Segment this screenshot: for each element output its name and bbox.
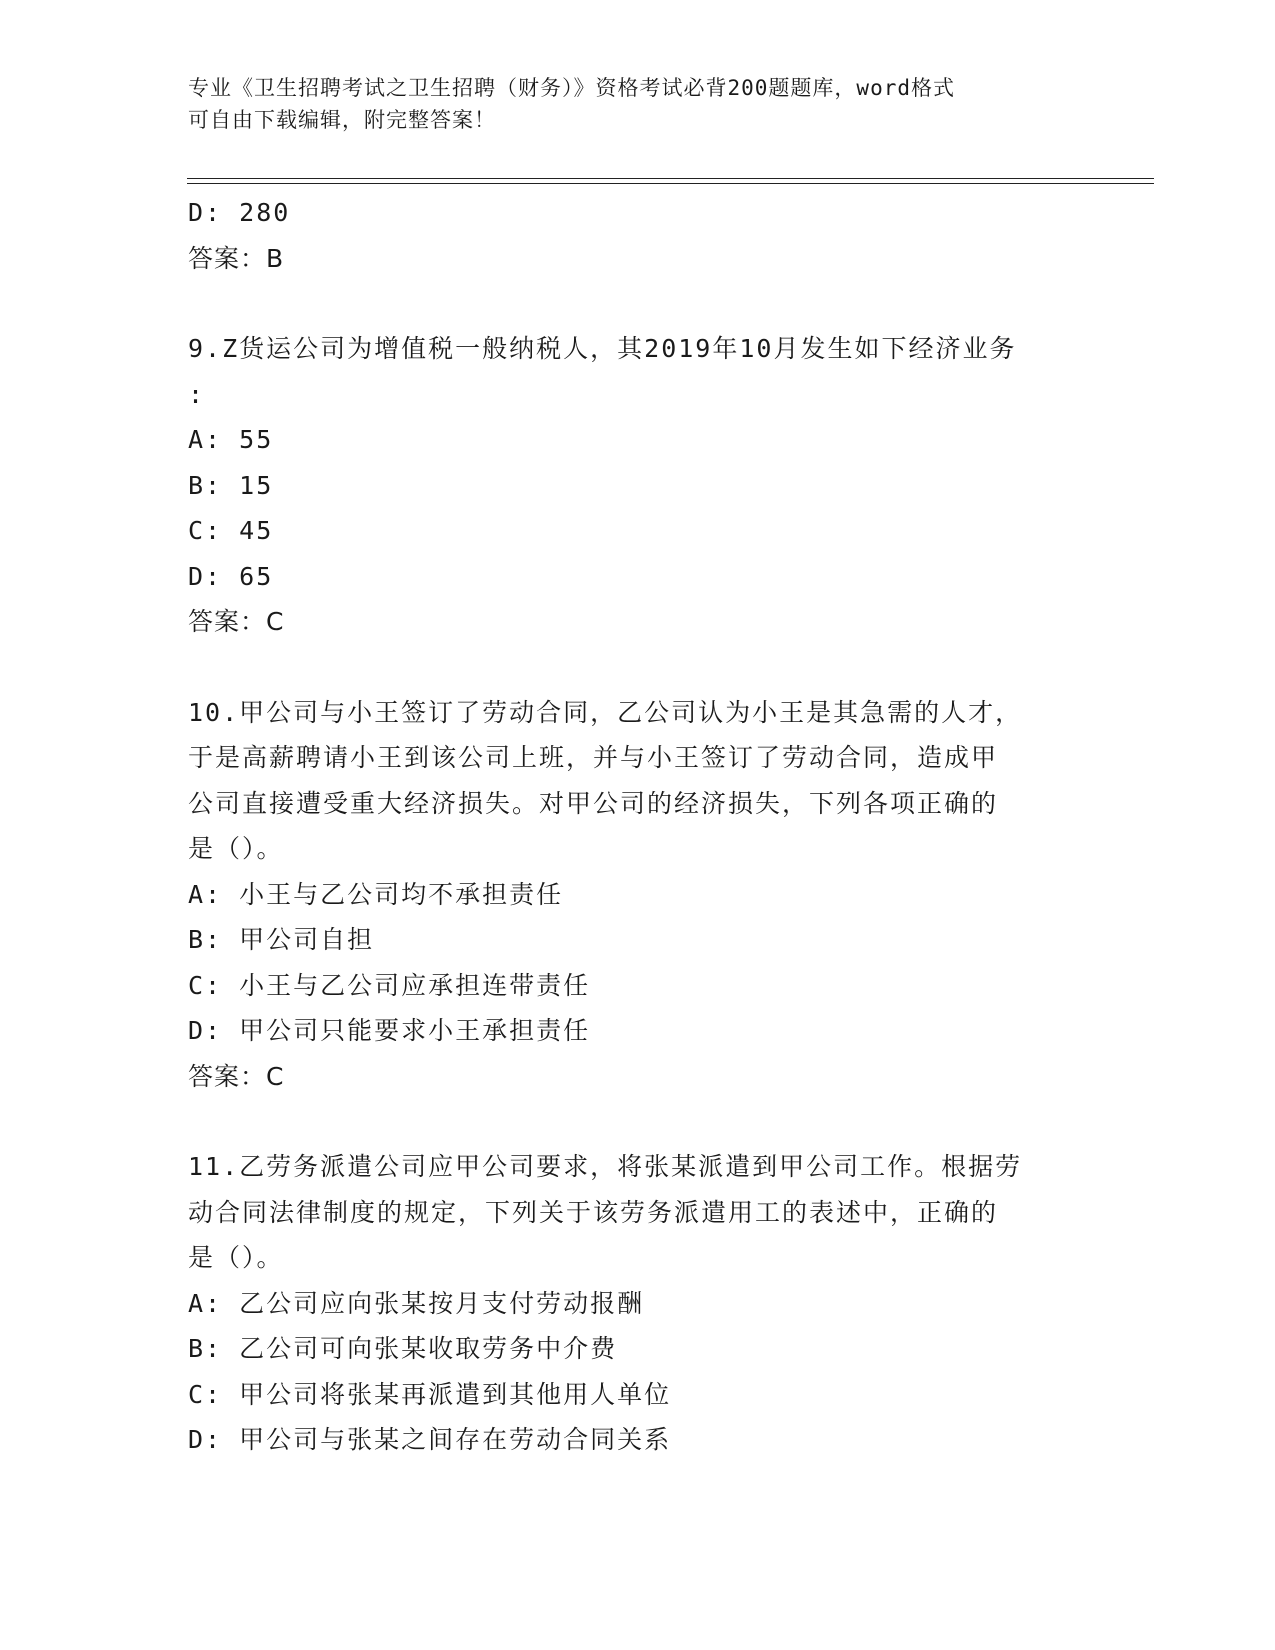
option-d: D: 65: [188, 561, 274, 591]
answer: 答案：C: [188, 1061, 285, 1091]
question-10: [188, 690, 1088, 1100]
question-text-line: 公司直接遭受重大经济损失。对甲公司的经济损失，下列各项正确的: [188, 788, 999, 818]
option-d: D: 甲公司与张某之间存在劳动合同关系: [188, 1425, 672, 1454]
previous-question-tail: [188, 190, 1088, 281]
option-a: A: 乙公司应向张某按月支付劳动报酬: [188, 1288, 645, 1318]
answer: 答案：C: [188, 607, 285, 636]
document-header: [188, 72, 1068, 136]
header-line-1: 专业《卫生招聘考试之卫生招聘（财务）》资格考试必背200题题库，word格式: [188, 76, 955, 100]
option-b: B: 乙公司可向张某收取劳务中介费: [188, 1334, 618, 1363]
option-c: C: 45: [188, 516, 274, 545]
question-text-line: 11.乙劳务派遣公司应甲公司要求，将张某派遣到甲公司工作。根据劳: [188, 1152, 1023, 1181]
header-divider-bottom: [187, 183, 1154, 184]
question-text-line: :: [188, 379, 206, 409]
option-b: B: 15: [188, 470, 274, 500]
question-text-line: 是（）。: [188, 1243, 284, 1272]
header-line-2: 可自由下载编辑，附完整答案！: [188, 108, 496, 132]
option-d: D: 甲公司只能要求小王承担责任: [188, 1016, 591, 1045]
question-text-line: 9.Z货运公司为增值税一般纳税人，其2019年10月发生如下经济业务: [188, 334, 1017, 363]
header-divider-top: [187, 178, 1154, 179]
question-text-line: 于是高薪聘请小王到该公司上班，并与小王签订了劳动合同，造成甲: [188, 743, 999, 772]
question-11: [188, 1144, 1088, 1463]
question-text-line: 是（）。: [188, 834, 284, 863]
answer: 答案：B: [188, 243, 285, 273]
question-text-line: 10.甲公司与小王签订了劳动合同，乙公司认为小王是其急需的人才，: [188, 697, 1023, 727]
option-c: C: 甲公司将张某再派遣到其他用人单位: [188, 1379, 672, 1409]
option-c: C: 小王与乙公司应承担连带责任: [188, 970, 591, 1000]
question-9: [188, 326, 1088, 645]
document-body: [188, 190, 1088, 1463]
option-a: A: 55: [188, 425, 274, 454]
option-d: D: 280: [188, 198, 291, 227]
option-a: A: 小王与乙公司均不承担责任: [188, 879, 564, 909]
option-b: B: 甲公司自担: [188, 925, 375, 954]
question-text-line: 动合同法律制度的规定，下列关于该劳务派遣用工的表述中，正确的: [188, 1197, 999, 1227]
